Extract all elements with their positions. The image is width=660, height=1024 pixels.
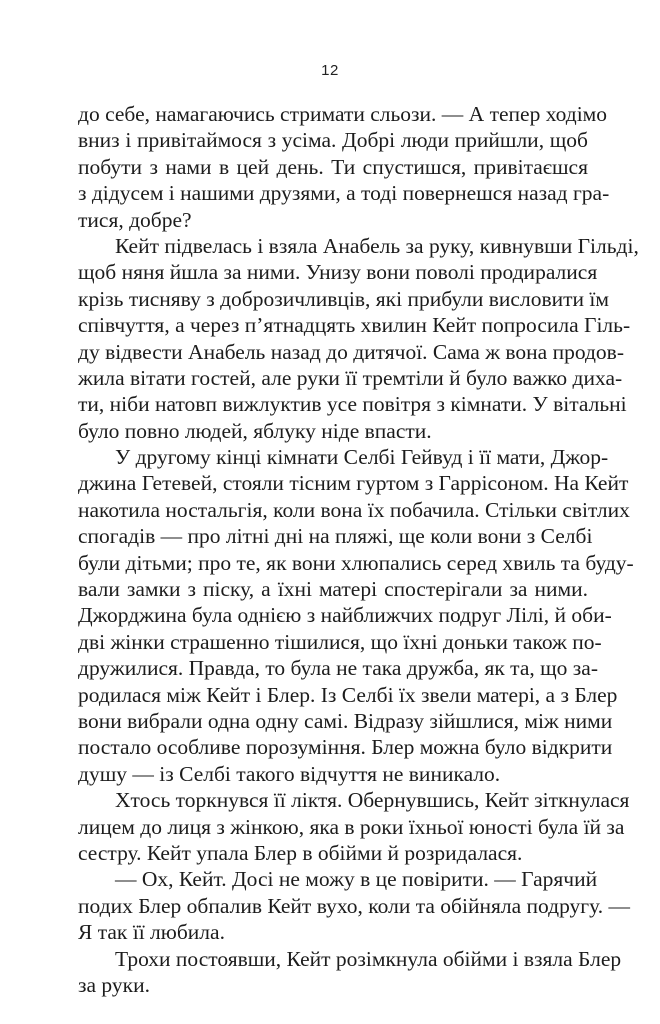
paragraph-4: [78, 787, 630, 866]
paragraph-1: [78, 101, 610, 233]
text-line: родилася між Кейт і Блер. Із Селбі їх звели матері, а з Блер: [78, 682, 618, 707]
text-line: Джорджина була однією з найближчих подруг Лілі, й оби-: [78, 603, 612, 628]
paragraph-6: [78, 946, 622, 999]
text-line: крізь тисняву з доброзичливців, які прибули висловити їм: [78, 286, 609, 311]
paragraph-3: [78, 444, 634, 787]
text-line: дві жінки страшенно тішилися, що їхні доньки також по-: [78, 629, 602, 654]
text-line: Трохи постоявши, Кейт розімкнула обійми і взяла Блер: [115, 946, 622, 971]
text-line: Кейт підвелась і взяла Анабель за руку, кивнувши Гільді,: [115, 233, 639, 258]
text-line: були дітьми; про те, як вони хлюпались серед хвиль та буду-: [78, 550, 634, 575]
body-text: [78, 101, 639, 998]
paragraph-2: [78, 233, 639, 444]
text-line: вниз і привітаймося з усіма. Добрі люди прийшли, щоб: [78, 128, 588, 153]
text-line: дружилися. Правда, то була не така дружба, як та, що за-: [78, 656, 598, 681]
text-line: співчуття, а через п’ятнадцять хвилин Кейт попросила Гіль-: [78, 313, 631, 338]
text-line: Хтось торкнувся її ліктя. Обернувшись, Кейт зіткнулася: [115, 788, 630, 813]
text-line: У другому кінці кімнати Селбі Гейвуд і її мати, Джор-: [115, 445, 609, 470]
text-line: джина Гетевей, стояли тісним гуртом з Гаррісоном. На Кейт: [78, 471, 629, 496]
page-number: 12: [321, 62, 339, 79]
text-line: вали замки з піску, а їхні матері спостерігали за ними.: [78, 577, 588, 602]
text-line: душу — із Селбі такого відчуття не виникало.: [78, 761, 501, 786]
text-line: жила вітати гостей, але руки її тремтіли й було важко диха-: [78, 365, 623, 390]
text-line: Я так її любила.: [78, 920, 225, 945]
text-line: ти, ніби натовп вижлуктив усе повітря з кімнати. У вітальні: [78, 392, 627, 417]
text-line: було повно людей, яблуку ніде впасти.: [78, 418, 432, 443]
paragraph-5: [78, 866, 630, 945]
text-line: з дідусем і нашими друзями, а тоді повернешся назад гра-: [78, 181, 610, 206]
text-line: лицем до лиця з жінкою, яка в роки їхньої юності була їй за: [78, 814, 625, 839]
text-line: спогадів — про літні дні на пляжі, ще коли вони з Селбі: [78, 524, 593, 549]
text-line: постало особливе порозуміння. Блер можна було відкрити: [78, 735, 613, 760]
text-line: щоб няня йшла за ними. Унизу вони поволі продиралися: [78, 260, 598, 285]
text-line: — Ох, Кейт. Досі не можу в це повірити. — Гарячий: [115, 867, 598, 892]
text-line: побути з нами в цей день. Ти спустишся, привітаєшся: [78, 154, 588, 179]
text-line: накотила ностальгія, коли вона їх побачила. Стільки світлих: [78, 497, 630, 522]
text-line: ду відвести Анабель назад до дитячої. Сама ж вона продов-: [78, 339, 624, 364]
text-line: за руки.: [78, 972, 150, 997]
text-line: сестру. Кейт упала Блер в обійми й розридалася.: [78, 840, 523, 865]
text-line: до себе, намагаючись стримати сльози. — А тепер ходімо: [78, 102, 608, 126]
text-line: подих Блер обпалив Кейт вухо, коли та обійняла подругу. —: [78, 893, 630, 918]
text-line: вони вибрали одна одну самі. Відразу зійшлися, між ними: [78, 708, 613, 733]
text-line: тися, добре?: [78, 207, 192, 232]
